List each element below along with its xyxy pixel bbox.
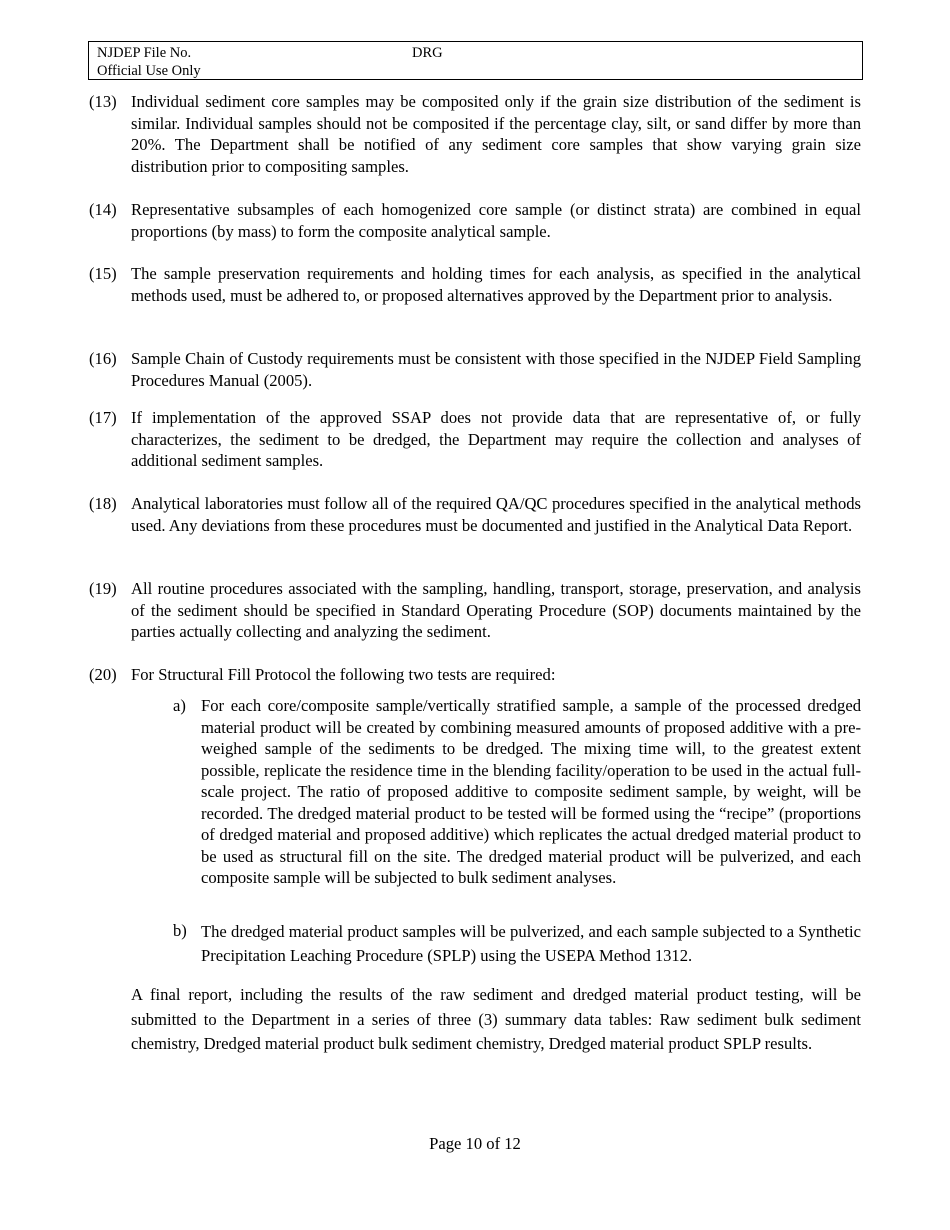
list-item-19 bbox=[89, 578, 861, 643]
subitem-a bbox=[173, 695, 861, 889]
list-item-16 bbox=[89, 348, 861, 391]
list-item-15 bbox=[89, 263, 861, 306]
subitem-letter: a) bbox=[173, 696, 186, 715]
subitem-text: The dredged material product samples will be pulverized, and each sample subjected to a Synthetic Precipitation Leaching Procedure (SPLP) using the USEPA Method 1312. bbox=[201, 922, 861, 965]
file-number-value: DRG bbox=[412, 45, 443, 61]
subitem-letter: b) bbox=[173, 921, 187, 940]
item-text: Sample Chain of Custody requirements must be consistent with those specified in the NJDEP Field Sampling Procedures Manual (2005). bbox=[131, 349, 861, 390]
subitem-text: For each core/composite sample/vertically stratified sample, a sample of the processed dredged material product will be created by combining measured amounts of proposed additive with a pre-weighed sample of the sediments to be dredged. The mixing time will, to the greatest extent possible, replicate the residence time in the blending facility/operation to be used in the actual full-scale project. The ratio of proposed additive to composite sediment sample, by weight, will be recorded. The dredged material product to be tested will be formed using the “recipe” (proportions of dredged material and proposed additive) which replicates the actual dredged material product to be used as structural fill on the site. The dredged material product will be pulverized, and each composite sample will be subjected to bulk sediment analyses. bbox=[201, 696, 861, 887]
item-text: Analytical laboratories must follow all of the required QA/QC procedures specified in the analytical methods used. Any deviations from these procedures must be documented and justified in the Analytical Data Report. bbox=[131, 494, 861, 535]
item-number: (17) bbox=[89, 408, 117, 427]
subitem-b bbox=[173, 920, 861, 968]
item-text: If implementation of the approved SSAP does not provide data that are representative of, or fully characterizes, the sediment to be dredged, the Department may require the collection and analyses of additional sediment samples. bbox=[131, 408, 861, 470]
list-item-20 bbox=[89, 664, 861, 686]
item-text: All routine procedures associated with the sampling, handling, transport, storage, preservation, and analysis of the sediment should be specified in Standard Operating Procedure (SOP) documents maintained by the parties actually collecting and analyzing the sediment. bbox=[131, 579, 861, 641]
page-number: Page 10 of 12 bbox=[429, 1134, 521, 1153]
item-number: (16) bbox=[89, 349, 117, 368]
list-item-13 bbox=[89, 91, 861, 177]
final-paragraph: A final report, including the results of the raw sediment and dredged material product testing, will be submitted to the Department in a series of three (3) summary data tables: Raw sediment bulk sediment chemistry, Dredged material product bulk sediment chemistry, Dredged material product SPLP results. bbox=[131, 985, 861, 1053]
item-text: Representative subsamples of each homogenized core sample (or distinct strata) are combined in equal proportions (by mass) to form the composite analytical sample. bbox=[131, 200, 861, 241]
item-text: The sample preservation requirements and holding times for each analysis, as specified in the analytical methods used, must be adhered to, or proposed alternatives approved by the Department prior to analysis. bbox=[131, 264, 861, 305]
item-number: (15) bbox=[89, 264, 117, 283]
header-box bbox=[88, 41, 863, 80]
list-item-18 bbox=[89, 493, 861, 536]
list-item-14 bbox=[89, 199, 861, 242]
item-number: (19) bbox=[89, 579, 117, 598]
item-number: (18) bbox=[89, 494, 117, 513]
item-text: Individual sediment core samples may be composited only if the grain size distribution of the sediment is similar. Individual samples should not be composited if the percentage clay, silt, or sand differ by more than 20%. The Department shall be notified of any sediment core samples that show varying grain size distribution prior to compositing samples. bbox=[131, 92, 861, 176]
item-number: (14) bbox=[89, 200, 117, 219]
item-number: (13) bbox=[89, 92, 117, 111]
item-number: (20) bbox=[89, 665, 117, 684]
official-use-label: Official Use Only bbox=[97, 63, 201, 79]
list-item-17 bbox=[89, 407, 861, 472]
file-number-label: NJDEP File No. bbox=[97, 45, 192, 61]
item-text: For Structural Fill Protocol the following two tests are required: bbox=[131, 665, 556, 684]
